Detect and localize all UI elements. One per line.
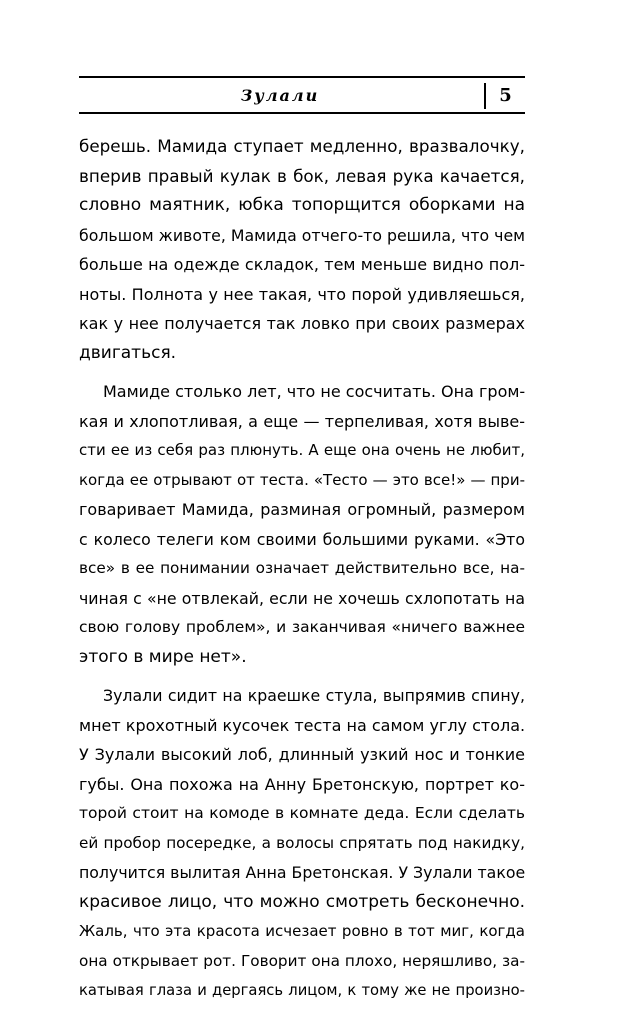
text-line: получится вылитая Анна Бретонская. У Зулали такое [79,863,526,882]
text-line: сти ее из себя раз плюнуть. А еще она очень не любит, [79,441,525,459]
text-line: вперив правый кулак в бок, левая рука качается, [79,165,525,186]
text-line: мнет крохотный кусочек теста на самом углу стола. [79,715,526,735]
text-line: торой стоит на комоде в комнате деда. Если сделать [79,804,525,822]
paragraph-2 [79,377,525,672]
text-line: большом животе, Мамида отчего-то решила, что чем [79,225,526,245]
text-line: когда ее отрывают от теста. «Тесто — это все!» — при- [79,470,525,489]
running-title: Зулали [240,86,320,105]
text-line: берешь. Мамида ступает медленно, вразвалочку, [79,136,525,156]
text-line: словно маятник, юбка топорщится оборками на [79,195,525,215]
text-line: губы. Она похожа на Анну Бретонскую, портрет ко- [79,774,525,794]
text-line: кая и хлопотливая, а еще — терпеливая, хотя выве- [79,411,525,431]
text-line: чиная с «не отвлекай, если не хочешь схлопотать на [79,588,525,608]
text-line: красивое лицо, что можно смотреть бесконечно. [79,891,525,912]
text-line: ей пробор посередке, а волосы спрятать под накидку, [79,833,525,852]
body-text [79,132,525,1015]
text-line: с колесо телеги ком своими большими руками. «Это [79,529,525,549]
text-line: Жаль, что эта красота исчезает ровно в тот миг, когда [79,922,525,940]
text-line: она открывает рот. Говорит она плохо, неряшливо, за- [79,951,525,970]
text-line: ноты. Полнота у нее такая, что порой удивляешься, [79,284,525,304]
text-line: двигаться. [79,342,177,363]
text-line: больше на одежде складок, тем меньше видно пол- [79,255,525,274]
text-line: говаривает Мамида, разминая огромный, размером [79,500,525,519]
text-line: Зулали сидит на краешке стула, выпрямив спину, [103,686,525,705]
text-line: Мамиде столько лет, что не сосчитать. Она гром- [103,382,526,401]
text-line: как у нее получается так ловко при своих размерах [79,314,525,333]
text-line: катывая глаза и дергаясь лицом, к тому же не произно- [79,982,525,999]
text-line: свою голову проблем», и заканчивая «ничего важнее [79,618,525,636]
paragraph-1 [79,132,525,368]
page-number: 5 [499,85,512,106]
paragraph-3 [79,681,525,1006]
text-line: этого в мире нет». [79,646,247,667]
running-header [79,76,525,114]
text-line: все» в ее понимании означает действительно все, на- [79,559,525,577]
text-line: У Зулали высокий лоб, длинный узкий нос и тонкие [79,745,525,764]
